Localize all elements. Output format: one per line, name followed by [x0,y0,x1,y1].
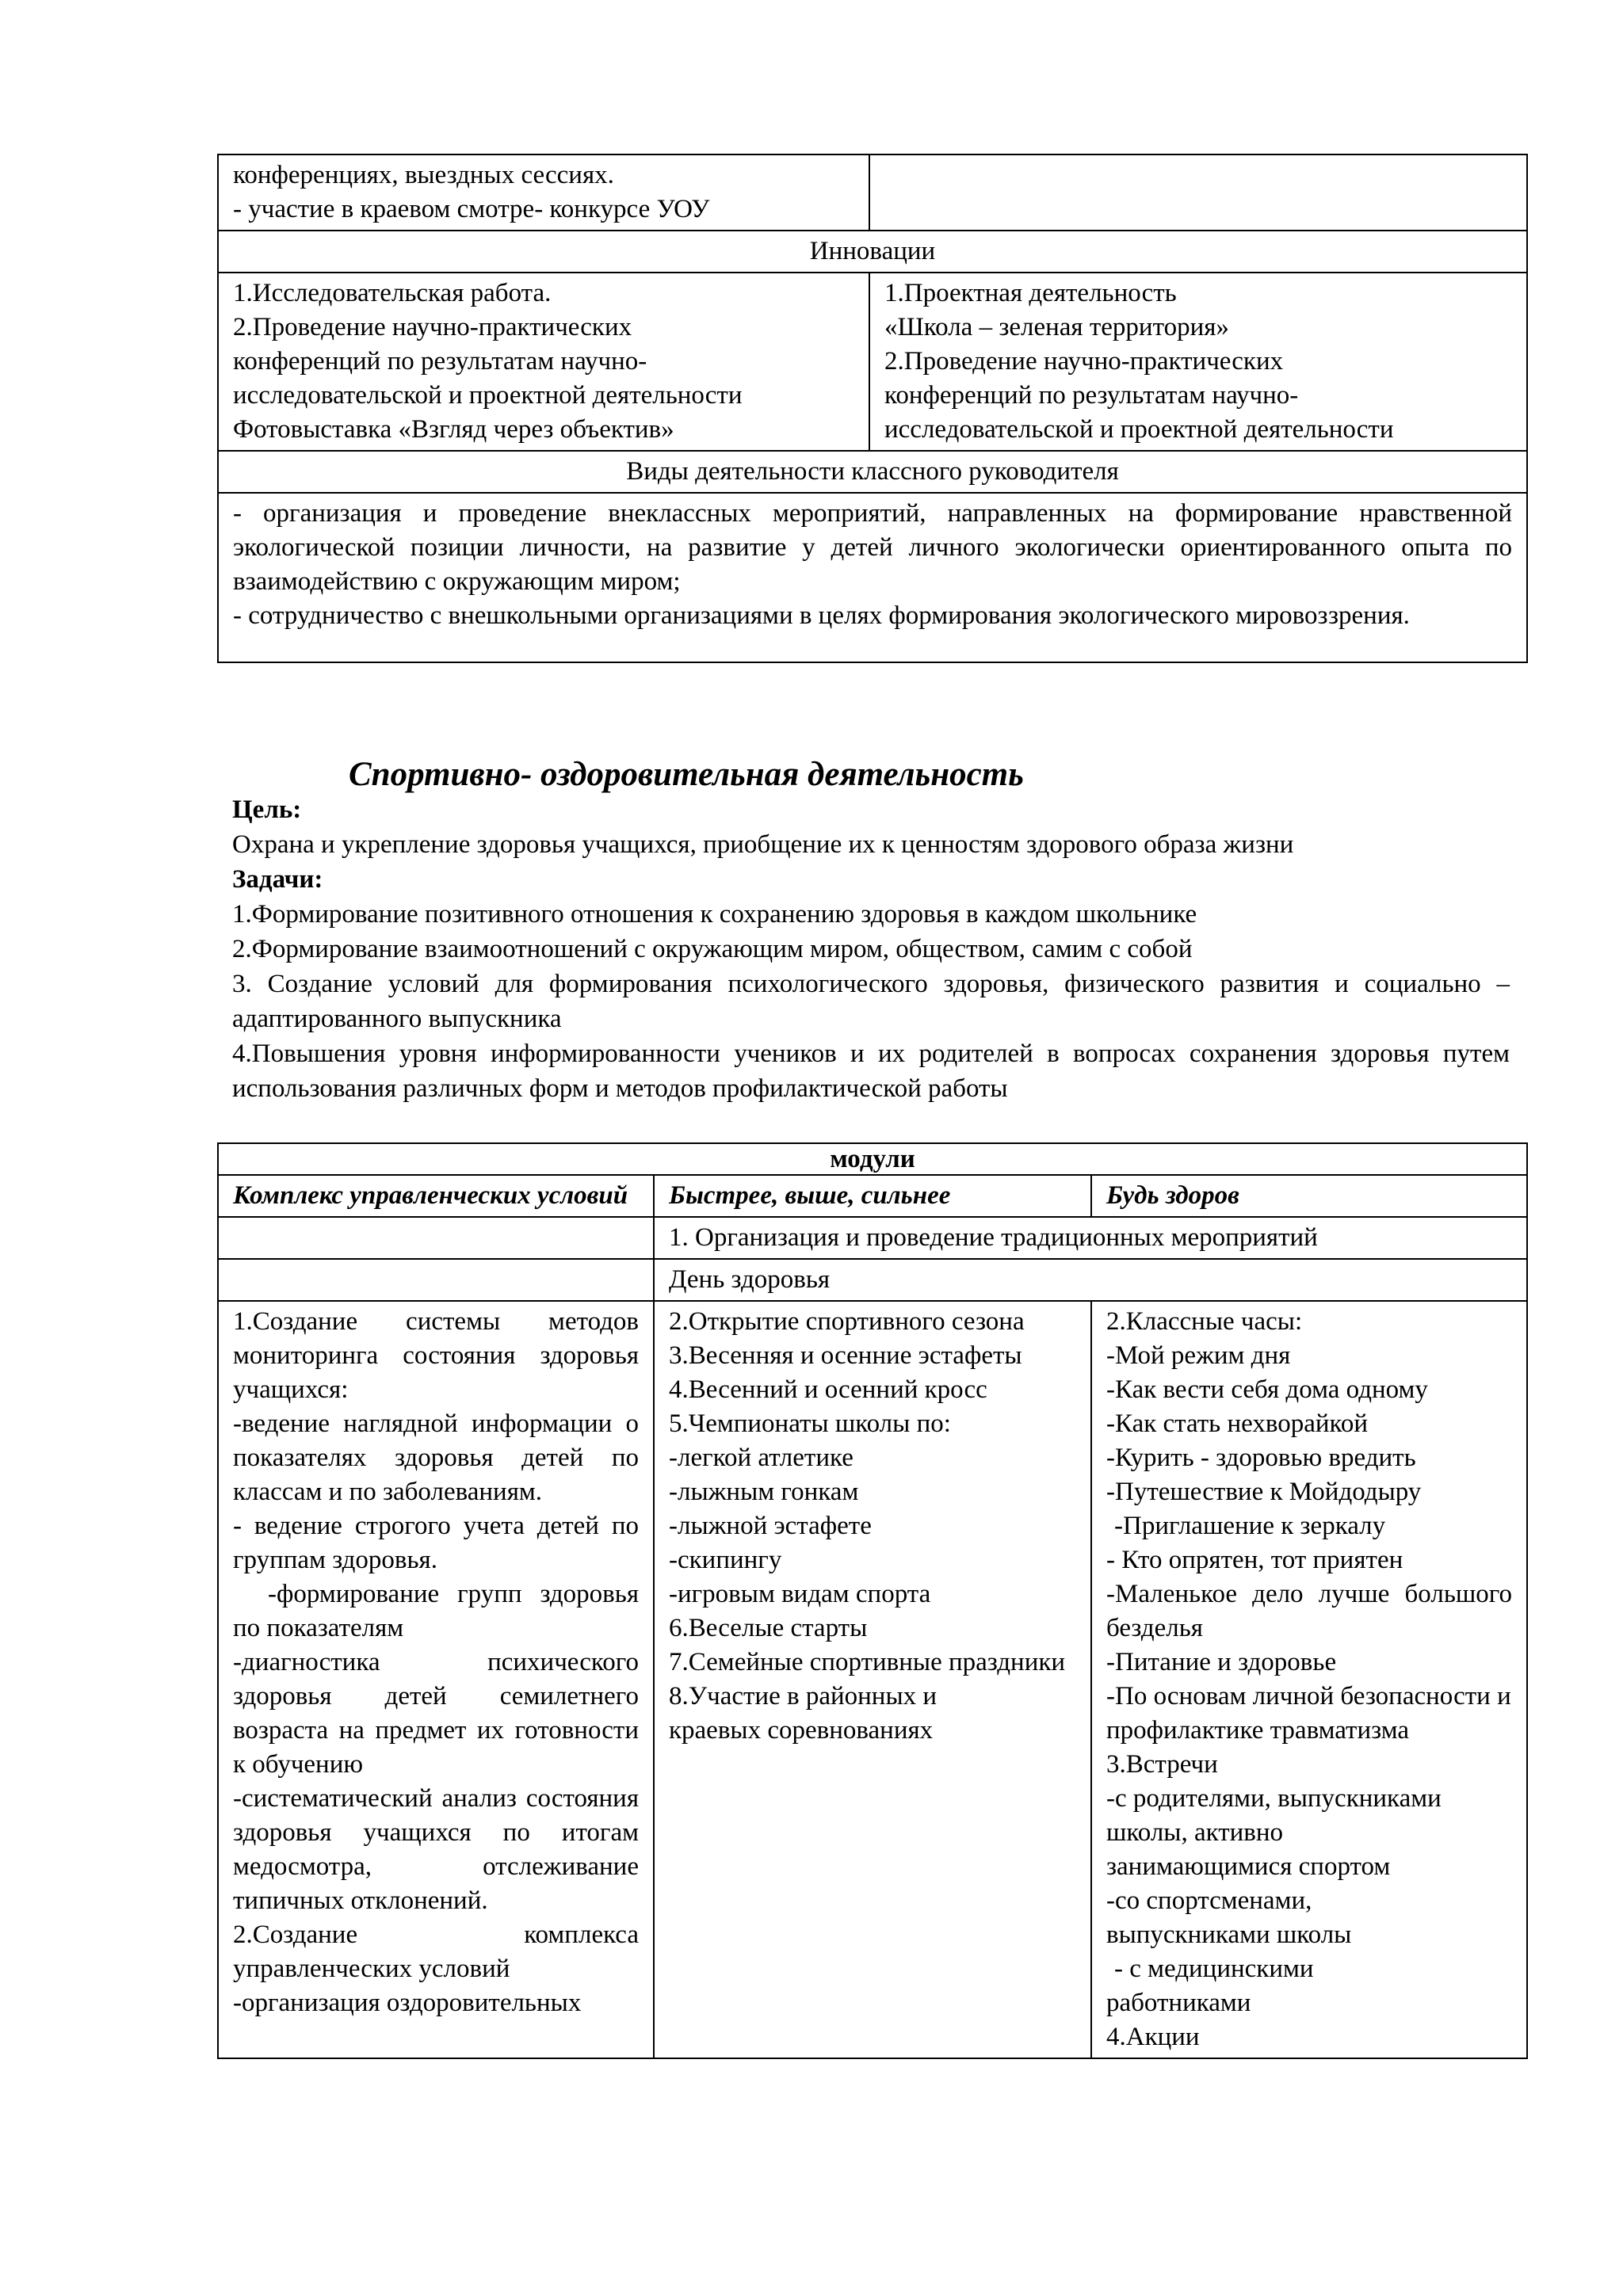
col3-header: Будь здоров [1091,1175,1527,1217]
health-day-row: День здоровья [654,1259,1527,1301]
table-row [218,1217,1527,1259]
task-item: 3. Создание условий для формирования психологического здоровья, физического развития и социально – адаптированного выпускника [232,970,1510,1033]
section-body [232,792,1510,1106]
be-healthy-cell: 2.Классные часы: -Мой режим дня -Как вести себя дома одному -Как стать нехворайкой -Курить - здоровью вредить -Путешествие к Мойдодыру -Приглашение к зеркалу - Кто опрятен, тот приятен -Маленькое дело лучше большого безделья -Питание и здоровье -По основам личной безопасности и профилактике травматизма 3.Встречи -с родителями, выпускниками школы, активно занимающимися спортом -со спортсменами, выпускниками школы - с медицинскими работниками 4.Акции [1091,1301,1527,2058]
table-row [218,493,1527,662]
activities-cell: - организация и проведение внеклассных мероприятий, направленных на формирование нравственной экологической позиции личности, на развитие у детей личного экологически ориентированного опыта по взаимодействию с окружающим миром; - сотрудничество с внешкольными организациями в целях формирования экологического мировоззрения. [218,493,1527,662]
table-row [218,1259,1527,1301]
traditional-events-row: 1. Организация и проведение традиционных мероприятий [654,1217,1527,1259]
tasks-label: Задачи: [232,865,323,894]
goal-label: Цель: [232,795,302,824]
table-row [218,231,1527,273]
empty-cell [218,1217,654,1259]
innovations-header: Инновации [218,231,1527,273]
conference-cell: конференциях, выездных сессиях. - участие в краевом смотре- конкурсе УОУ [218,154,869,231]
task-item: 2.Формирование взаимоотношений с окружающим миром, обществом, самим с собой [232,935,1193,963]
innovations-right-cell: 1.Проектная деятельность «Школа – зеленая территория» 2.Проведение научно-практических конференций по результатам научно- исследовательской и проектной деятельности [869,273,1527,451]
sport-events-cell: 2.Открытие спортивного сезона 3.Весенняя и осенние эстафеты 4.Весенний и осенний кросс 5.Чемпионаты школы по: -легкой атлетике -лыжным гонкам -лыжной эстафете -скипингу -игровым видам спорта 6.Веселые старты 7.Семейные спортивные праздники 8.Участие в районных и краевых соревнованиях [654,1301,1091,2058]
empty-cell [869,154,1527,231]
table-row [218,1143,1527,1175]
health-table [217,1142,1528,2059]
col1-header: Комплекс управленческих условий [218,1175,654,1217]
table-row [218,154,1527,231]
innovations-left-cell: 1.Исследовательская работа. 2.Проведение научно-практических конференций по результатам научно- исследовательской и проектной деятельности Фотовыставка «Взгляд через объектив» [218,273,869,451]
col2-header: Быстрее, выше, сильнее [654,1175,1091,1217]
task-item: 4.Повышения уровня информированности учеников и их родителей в вопросах сохранения здоровья путем использования различных форм и методов профилактической работы [232,1039,1510,1103]
table-row [218,1175,1527,1217]
table-row [218,273,1527,451]
modules-header: модули [218,1143,1527,1175]
task-item: 1.Формирование позитивного отношения к сохранению здоровья в каждом школьнике [232,900,1197,929]
section-title: Спортивно- оздоровительная деятельность [349,756,1024,793]
table-row [218,1301,1527,2058]
table-row [218,451,1527,493]
ecology-table [217,154,1528,663]
goal-text: Охрана и укрепление здоровья учащихся, приобщение их к ценностям здорового образа жизни [232,830,1294,859]
activities-header: Виды деятельности классного руководителя [218,451,1527,493]
management-conditions-cell: 1.Создание системы методов мониторинга состояния здоровья учащихся: -ведение наглядной информации о показателях здоровья детей по классам и по заболеваниям. - ведение строгого учета детей по группам здоровья. -формирование групп здоровья по показателям -диагностика психического здоровья детей семилетнего возраста на предмет их готовности к обучению -систематический анализ состояния здоровья учащихся по итогам медосмотра, отслеживание типичных отклонений. 2.Создание комплекса управленческих условий -организация оздоровительных [218,1301,654,2058]
empty-cell [218,1259,654,1301]
